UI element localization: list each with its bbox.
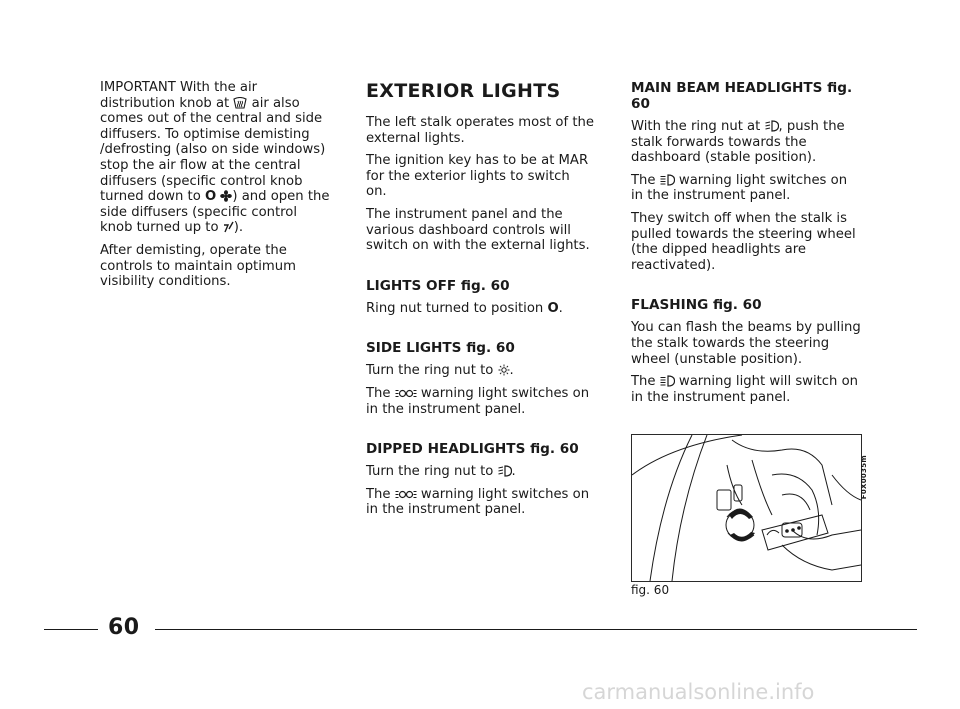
section-title: EXTERIOR LIGHTS: [366, 80, 561, 102]
important-note: IMPORTANT With the air distribution knob at air also comes out of the central and side diffusers. To optimise demisting /defrosting (also on side windows) stop the air flow at the central diffusers (specific control knob turned down to O ) and open the side diffusers (specific control knob turned up to ).: [100, 80, 330, 236]
off-symbol: O: [204, 189, 217, 205]
middle-column: [366, 80, 594, 525]
main-beam-warning-icon: [660, 174, 675, 186]
footer-rule: [44, 629, 98, 630]
main-beam-warning-icon: [660, 375, 675, 387]
dipped-headlights-heading: DIPPED HEADLIGHTS fig. 60: [366, 441, 579, 458]
windscreen-demist-icon: [233, 97, 247, 109]
figure-60-illustration: [631, 434, 862, 582]
paragraph: The warning light switches on in the instrument panel.: [366, 385, 590, 417]
paragraph: Turn the ring nut to .: [366, 363, 514, 379]
off-symbol: O: [547, 300, 559, 316]
paragraph: With the ring nut at , push the stalk forwards towards the dashboard (stable position).: [631, 119, 845, 166]
paragraph: The left stalk operates most of the external lights.: [366, 115, 594, 146]
main-beam-heading: MAIN BEAM HEADLIGHTS fig. 60: [631, 80, 853, 112]
paragraph: The instrument panel and the various dashboard controls will switch on with the external lights.: [366, 206, 590, 254]
paragraph: The warning light switches on in the instrument panel.: [631, 172, 848, 204]
lights-off-heading: LIGHTS OFF fig. 60: [366, 277, 510, 294]
side-lights-symbol-icon: [498, 364, 510, 376]
side-lights-heading: SIDE LIGHTS fig. 60: [366, 340, 515, 357]
flashing-heading: FLASHING fig. 60: [631, 297, 762, 314]
paragraph: Ring nut turned to position O.: [366, 300, 563, 316]
paragraph: They switch off when the stalk is pulled towards the steering wheel (the dipped headlights are reactivated).: [631, 210, 856, 273]
paragraph: Turn the ring nut to .: [366, 464, 516, 480]
watermark: carmanualsonline.info: [582, 680, 815, 704]
side-lights-warning-icon: [395, 489, 417, 500]
knob-up-icon: [223, 221, 234, 233]
paragraph: The warning light will switch on in the instrument panel.: [631, 374, 859, 405]
footer-rule: [155, 629, 917, 630]
dipped-beam-icon: [498, 465, 512, 477]
side-lights-warning-icon: [395, 388, 417, 399]
paragraph: You can flash the beams by pulling the stalk towards the steering wheel (unstable position).: [631, 320, 861, 367]
figure-caption: fig. 60: [631, 583, 670, 597]
demisting-note: After demisting, operate the controls to maintain optimum visibility conditions.: [100, 242, 296, 290]
dipped-beam-icon: [765, 120, 779, 132]
figure-code: F0X0035m: [860, 455, 868, 500]
fan-icon: [220, 190, 232, 202]
paragraph: The warning light switches on in the instrument panel.: [366, 486, 590, 518]
page-number: 60: [108, 615, 140, 640]
left-column: [100, 80, 332, 297]
light-stalk-drawing: [632, 435, 861, 581]
right-column: [631, 80, 863, 412]
paragraph: The ignition key has to be at MAR for the exterior lights to switch on.: [366, 153, 589, 200]
